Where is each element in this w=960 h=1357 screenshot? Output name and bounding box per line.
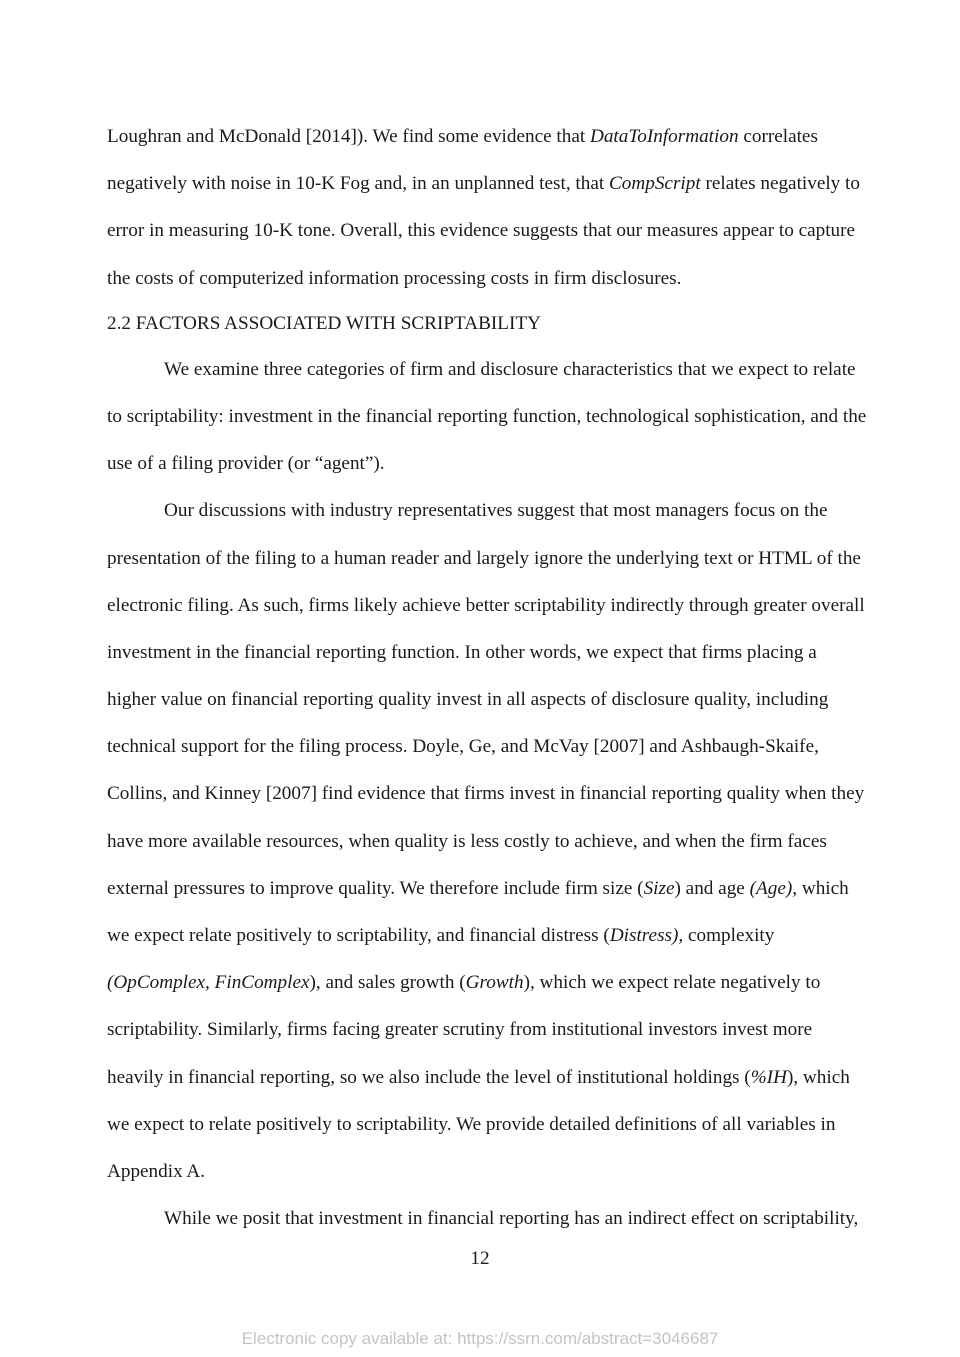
text-segment: ), — [785, 877, 798, 899]
text-segment: external pressures to improve quality. We therefore include firm size ( — [107, 877, 644, 899]
section-heading: 2.2 FACTORS ASSOCIATED WITH SCRIPTABILITY — [107, 312, 541, 334]
text-line: to scriptability: investment in the financial reporting function, technological sophistication, and the — [107, 405, 867, 427]
variable-name: Distress — [609, 925, 673, 946]
text-line: Collins, and Kinney [2007] find evidence that firms invest in financial reporting quality when they — [107, 783, 865, 805]
text-line: presentation of the filing to a human reader and largely ignore the underlying text or HTML of the — [107, 547, 861, 569]
variable-name: CompScript — [609, 173, 701, 195]
text-segment: ), which we expect relate negatively to — [523, 972, 821, 994]
body-text — [107, 113, 867, 1242]
text-line — [107, 865, 853, 912]
text-line: the costs of computerized information processing costs in firm disclosures. — [107, 267, 682, 289]
text-line: Our discussions with industry representatives suggest that most managers focus on the — [164, 500, 828, 522]
text-segment: complexity — [683, 925, 775, 946]
text-line: have more available resources, when quality is less costly to achieve, and when the firm faces — [107, 830, 827, 852]
variable-name: Growth — [465, 972, 524, 994]
variable-name: (Age — [749, 877, 786, 899]
variable-name: (OpComplex, FinComplex — [107, 972, 310, 994]
text-segment: heavily in financial reporting, so we also include the level of institutional holdings ( — [107, 1066, 751, 1088]
text-segment: ), — [672, 925, 684, 946]
text-segment: ), which — [786, 1066, 850, 1088]
text-segment: we expect relate positively to scriptability, and financial distress ( — [107, 925, 610, 946]
text-line: electronic filing. As such, firms likely achieve better scriptability indirectly through greater overall — [107, 594, 865, 616]
text-line: technical support for the filing process. Doyle, Ge, and McVay [2007] and Ashbaugh-Skaife, — [107, 736, 819, 758]
page-number: 12 — [470, 1248, 490, 1269]
text-line: use of a filing provider (or “agent”). — [107, 453, 385, 475]
variable-name: DataToInformation — [589, 126, 739, 147]
text-segment: which — [797, 877, 849, 899]
text-segment: negatively with noise in 10-K Fog and, in an unplanned test, that — [107, 173, 609, 195]
text-segment: ) and age — [674, 877, 750, 899]
text-line: While we posit that investment in financial reporting has an indirect effect on scriptability, — [164, 1208, 859, 1230]
text-line: Appendix A. — [107, 1160, 206, 1182]
text-line — [107, 912, 853, 959]
text-line: higher value on financial reporting quality invest in all aspects of disclosure quality, including — [107, 689, 829, 711]
text-line — [107, 959, 853, 1006]
variable-name: %IH — [750, 1066, 787, 1088]
text-line: investment in the financial reporting function. In other words, we expect that firms placing a — [107, 641, 817, 663]
text-line: error in measuring 10-K tone. Overall, this evidence suggests that our measures appear to capture — [107, 220, 856, 242]
text-line: we expect to relate positively to scriptability. We provide detailed definitions of all variables in — [107, 1113, 836, 1135]
text-line: We examine three categories of firm and disclosure characteristics that we expect to relate — [164, 358, 856, 380]
text-segment: relates negatively to — [700, 173, 860, 195]
ssrn-footer-note: Electronic copy available at: https://ssrn.com/abstract=3046687 — [241, 1329, 719, 1348]
text-segment: ), and sales growth ( — [309, 972, 466, 994]
text-line: scriptability. Similarly, firms facing greater scrutiny from institutional investors invest more — [107, 1019, 813, 1041]
text-segment: correlates — [738, 126, 818, 147]
text-line — [107, 113, 853, 160]
text-line — [107, 1054, 853, 1101]
text-segment: Loughran and McDonald [2014]). We find some evidence that — [107, 126, 590, 147]
text-line — [107, 160, 860, 207]
variable-name: Size — [643, 877, 675, 899]
